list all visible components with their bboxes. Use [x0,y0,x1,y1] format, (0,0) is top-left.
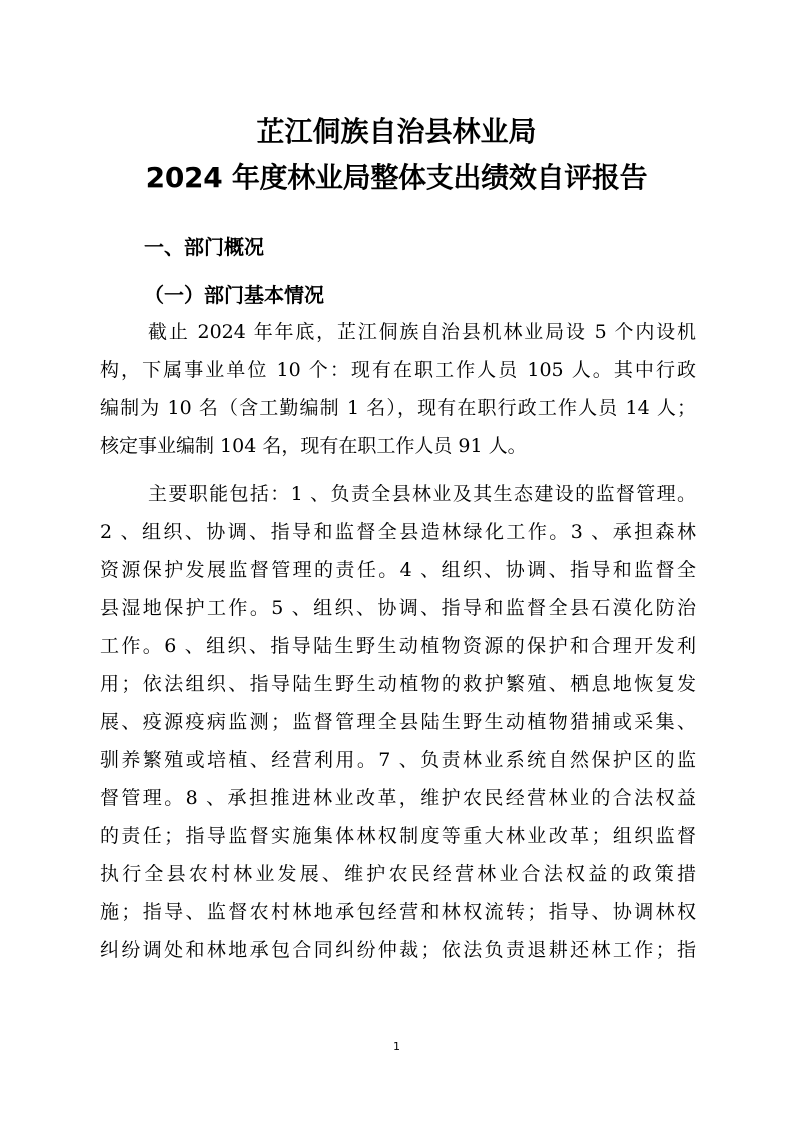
paragraph2-line: 主要职能包括：1 、负责全县林业及其生态建设的监督管理。 [148,483,696,505]
paragraph2-line: 驯养繁殖或培植、经营利用。7 、负责林业系统自然保护区的监 [100,749,696,771]
paragraph2-line: 用；依法组织、指导陆生野生动植物的救护繁殖、栖息地恢复发 [100,673,696,695]
paragraph2-line: 展、疫源疫病监测；监督管理全县陆生野生动植物猎捕或采集、 [100,711,696,733]
subsection-heading-basic-info: （一）部门基本情况 [144,283,324,307]
document-title-line1: 芷江侗族自治县林业局 [256,115,537,148]
section-heading-department-overview: 一、部门概况 [144,235,264,259]
paragraph1-line: 构，下属事业单位 10 个：现有在职工作人员 105 人。其中行政 [100,359,696,381]
paragraph1-line: 截止 2024 年年底，芷江侗族自治县机林业局设 5 个内设机 [148,321,696,343]
paragraph2-line: 督管理。8 、承担推进林业改革，维护农民经营林业的合法权益 [100,787,696,809]
paragraph2-line: 2 、组织、协调、指导和监督全县造林绿化工作。3 、承担森林 [100,521,696,543]
page-number: 1 [393,1040,400,1053]
paragraph2-line: 县湿地保护工作。5 、组织、协调、指导和监督全县石漠化防治 [100,597,696,619]
paragraph1-line: 编制为 10 名（含工勤编制 1 名），现有在职行政工作人员 14 人； [100,397,696,419]
document-title-line2: 2024 年度林业局整体支出绩效自评报告 [145,161,648,194]
paragraph2-line: 的责任；指导监督实施集体林权制度等重大林业改革；组织监督 [100,825,696,847]
paragraph2-line: 纠纷调处和林地承包合同纠纷仲裁；依法负责退耕还林工作；指 [100,939,696,961]
paragraph2-line: 执行全县农村林业发展、维护农民经营林业合法权益的政策措 [100,863,696,885]
paragraph2-line: 工作。6 、组织、指导陆生野生动植物资源的保护和合理开发利 [100,635,696,657]
paragraph2-line: 施；指导、监督农村林地承包经营和林权流转；指导、协调林权 [100,901,696,923]
paragraph2-line: 资源保护发展监督管理的责任。4 、组织、协调、指导和监督全 [100,559,696,581]
paragraph1-line: 核定事业编制 104 名，现有在职工作人员 91 人。 [100,435,527,457]
